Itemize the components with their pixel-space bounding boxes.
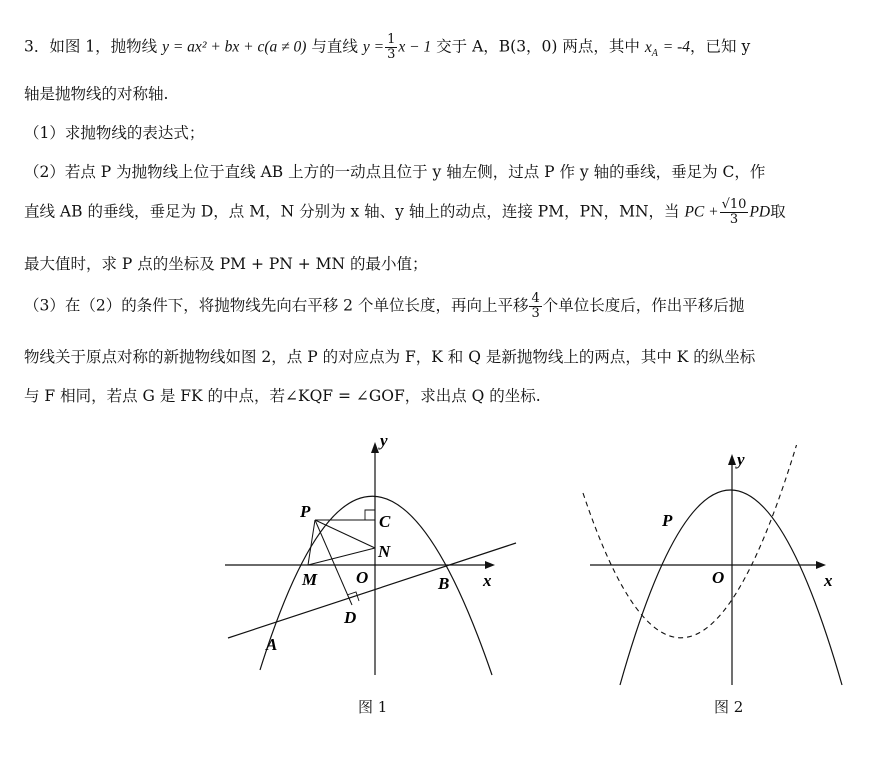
fig1-label-b: B [438, 574, 450, 593]
fig1-label-y: y [380, 431, 388, 450]
text-segment: 与直线 [311, 37, 358, 56]
fig1-segment-pd [315, 520, 352, 605]
part-3-line-1: （3）在（2）的条件下，将抛物线先向右平移 2 个单位长度，再向上平移 $\frac{4}{3}$ 个单位长度后，作出平移后抛 [24, 291, 745, 321]
fig2-label-p: P [662, 511, 673, 530]
problem-line-1 [24, 33, 750, 62]
text-segment: 交于 A，B(3，0) 两点，其中 [436, 37, 640, 56]
figure-2-caption: 图 2 [714, 698, 744, 716]
fig1-label-p: P [300, 502, 311, 521]
fig1-parabola [260, 496, 492, 675]
fig1-label-m: M [302, 570, 318, 589]
fraction-one-third: $\frac{1}{3}$ [387, 32, 396, 62]
fig1-right-angle-c [365, 510, 375, 520]
fig1-label-a: A [266, 635, 278, 654]
fig1-segment-pn [315, 520, 375, 548]
fraction-four-thirds: $\frac{4}{3}$ [531, 291, 540, 321]
pc-expression: PC + [684, 203, 719, 221]
pd-symbol: PD [749, 203, 771, 221]
fig2-parabola-dashed [583, 445, 798, 638]
figure-2 [580, 445, 850, 690]
figure-1 [220, 430, 540, 690]
parabola-equation: y = ax² + bx + c(a ≠ 0) [162, 38, 307, 56]
fig2-label-y: y [737, 450, 745, 469]
problem-number: 3．如图 1，抛物线 [24, 37, 158, 56]
fig1-x-arrow [485, 561, 495, 569]
fig1-label-d: D [344, 608, 357, 627]
fig1-label-o: O [356, 568, 369, 587]
part-3-line-3: 与 F 相同，若点 G 是 FK 的中点，若∠KQF = ∠GOF，求出点 Q 的坐标. [24, 387, 541, 405]
fig1-segment-mn [308, 548, 375, 565]
figure-1-caption: 图 1 [358, 698, 388, 716]
part-1: （1）求抛物线的表达式； [24, 124, 205, 142]
xa-symbol: $x_A$ [644, 38, 658, 59]
part-3-line-2: 物线关于原点对称的新抛物线如图 2，点 P 的对应点为 F，K 和 Q 是新抛物线上的两点，其中 K 的纵坐标 [24, 348, 756, 366]
line-equation-lhs: y = [362, 38, 385, 56]
part-2-line-1: （2）若点 P 为抛物线上位于直线 AB 上方的一动点且位于 y 轴左侧，过点 P 作 y 轴的垂线，垂足为 C，作 [24, 163, 766, 181]
fig1-y-arrow [371, 442, 379, 453]
part-2-line-2: 直线 AB 的垂线，垂足为 D，点 M，N 分别为 x 轴、y 轴上的动点，连接 PM，PN，MN，当 PC + $\frac{√10}{3}$ PD取 [24, 197, 786, 227]
fig2-label-x: x [824, 571, 833, 590]
fig1-label-x: x [483, 571, 492, 590]
fig1-label-c: C [379, 512, 391, 531]
fig2-x-arrow [816, 561, 826, 569]
part-2-line-3: 最大值时，求 P 点的坐标及 PM + PN + MN 的最小值； [24, 255, 428, 273]
problem-line-2: 轴是抛物线的对称轴. [24, 85, 169, 103]
fig2-y-arrow [728, 454, 736, 465]
text-segment: ，已知 y [690, 37, 751, 56]
fraction-sqrt10-over-3: $\frac{√10}{3}$ [721, 197, 747, 227]
xa-value: = -4 [662, 38, 691, 56]
line-equation-tail: x − 1 [398, 38, 432, 56]
fig2-label-o: O [712, 568, 725, 587]
fig1-label-n: N [378, 542, 391, 561]
fig2-parabola-solid [620, 490, 842, 685]
